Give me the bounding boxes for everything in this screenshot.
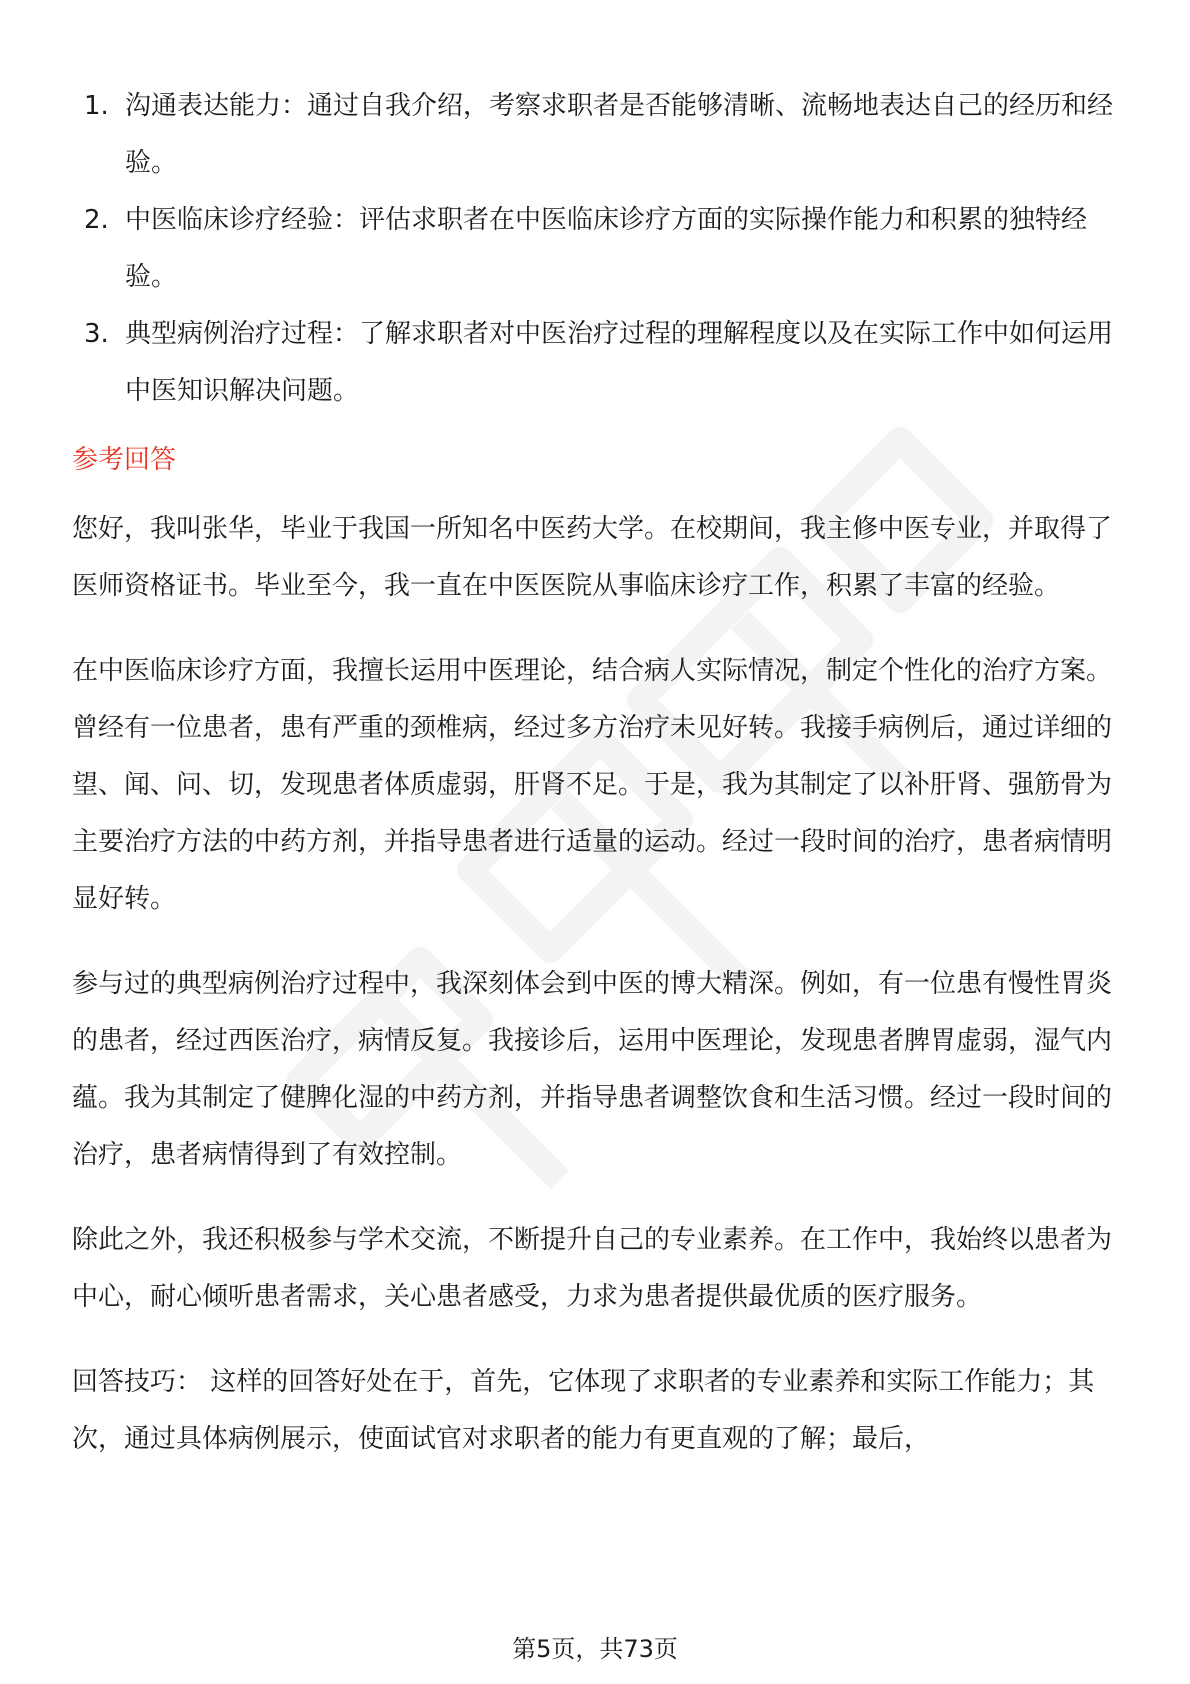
- list-item-text: 典型病例治疗过程：了解求职者对中医治疗过程的理解程度以及在实际工作中如何运用中医知识解决问题。: [125, 319, 1114, 406]
- list-item: [72, 78, 1124, 192]
- list-item-number: 2.: [84, 205, 109, 235]
- document-body: [72, 78, 1124, 1496]
- evaluation-list: [72, 78, 1124, 420]
- list-item: [72, 306, 1124, 420]
- answer-paragraph: 参与过的典型病例治疗过程中，我深刻体会到中医的博大精深。例如，有一位患有慢性胃炎的患者，经过西医治疗，病情反复。我接诊后，运用中医理论，发现患者脾胃虚弱，湿气内蕴。我为其制定了健脾化湿的中药方剂，并指导患者调整饮食和生活习惯。经过一段时间的治疗，患者病情得到了有效控制。: [72, 969, 1113, 1170]
- answer-paragraph: 您好，我叫张华，毕业于我国一所知名中医药大学。在校期间，我主修中医专业，并取得了医师资格证书。毕业至今，我一直在中医医院从事临床诊疗工作，积累了丰富的经验。: [72, 514, 1113, 601]
- answer-tips-paragraph: 回答技巧： 这样的回答好处在于，首先，它体现了求职者的专业素养和实际工作能力；其次，通过具体病例展示，使面试官对求职者的能力有更直观的了解；最后，: [72, 1367, 1095, 1454]
- list-item-text: 中医临床诊疗经验：评估求职者在中医临床诊疗方面的实际操作能力和积累的独特经验。: [125, 205, 1088, 292]
- list-item-number: 3.: [84, 319, 109, 349]
- page-number-footer: 第5页，共73页: [512, 1635, 678, 1663]
- answer-paragraph: 除此之外，我还积极参与学术交流，不断提升自己的专业素养。在工作中，我始终以患者为中心，耐心倾听患者需求，关心患者感受，力求为患者提供最优质的医疗服务。: [72, 1225, 1113, 1312]
- list-item: [72, 192, 1124, 306]
- list-item-text: 沟通表达能力：通过自我介绍，考察求职者是否能够清晰、流畅地表达自己的经历和经验。: [125, 91, 1114, 178]
- section-heading-reference-answer: 参考回答: [72, 445, 177, 475]
- answer-paragraph: 在中医临床诊疗方面，我擅长运用中医理论，结合病人实际情况，制定个性化的治疗方案。曾经有一位患者，患有严重的颈椎病，经过多方治疗未见好转。我接手病例后，通过详细的望、闻、问、切，发现患者体质虚弱，肝肾不足。于是，我为其制定了以补肝肾、强筋骨为主要治疗方法的中药方剂，并指导患者进行适量的运动。经过一段时间的治疗，患者病情明显好转。: [72, 656, 1113, 914]
- list-item-number: 1.: [84, 91, 109, 121]
